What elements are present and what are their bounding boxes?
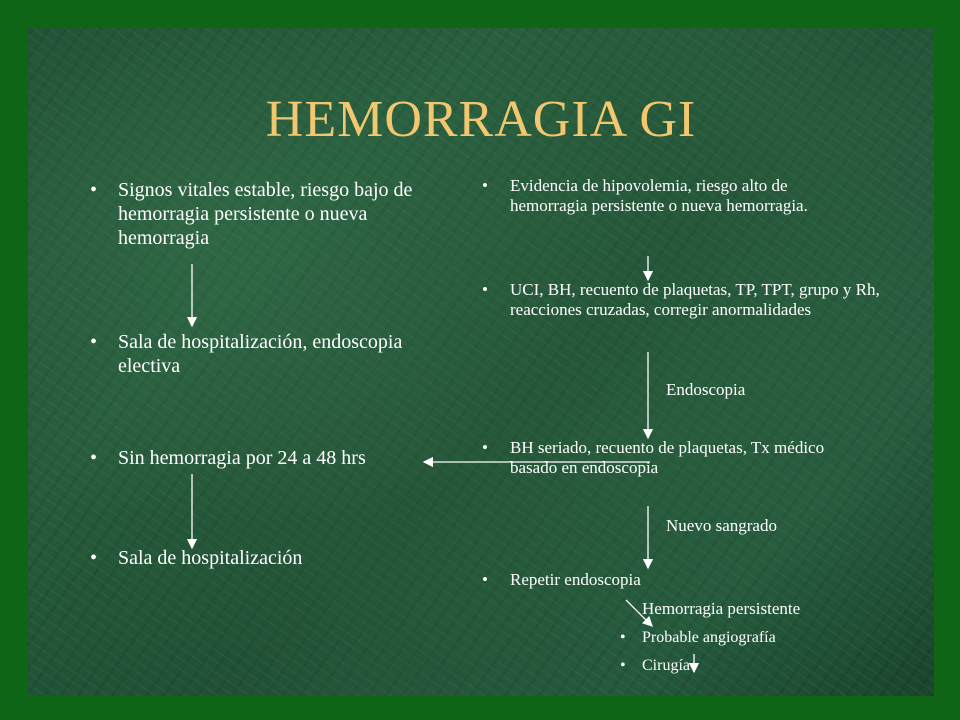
bullet-icon: • bbox=[482, 176, 488, 195]
bullet-icon: • bbox=[620, 629, 626, 646]
flow-arrows bbox=[28, 28, 934, 696]
label-hemorragia-persistente: Hemorragia persistente bbox=[642, 599, 801, 618]
bullet-icon: • bbox=[90, 547, 98, 569]
left-item-1-text: Signos vitales estable, riesgo bajo de hemorragia persistente o nueva hemorragia bbox=[118, 179, 413, 249]
bullet-icon: • bbox=[90, 447, 98, 469]
bullet-icon: • bbox=[620, 657, 626, 674]
label-endoscopia: Endoscopia bbox=[666, 380, 746, 399]
bullet-icon: • bbox=[90, 331, 98, 353]
left-item-2-text: Sala de hospitalización, endoscopia electiva bbox=[118, 331, 403, 377]
left-item-4-text: Sala de hospitalización bbox=[118, 547, 303, 569]
slide-panel bbox=[28, 28, 934, 696]
slide-title: HEMORRAGIA GI bbox=[265, 91, 697, 148]
right-item-1-text: Evidencia de hipovolemia, riesgo alto de hemorragia persistente o nueva hemorragia. bbox=[510, 176, 808, 216]
bullet-icon: • bbox=[482, 280, 488, 299]
left-item-3-text: Sin hemorragia por 24 a 48 hrs bbox=[118, 447, 366, 469]
sub-item-2-text: Cirugía bbox=[642, 657, 690, 674]
sub-item-1-text: Probable angiografía bbox=[642, 629, 776, 646]
right-item-4-text: Repetir endoscopia bbox=[510, 570, 641, 589]
label-nuevo-sangrado: Nuevo sangrado bbox=[666, 516, 777, 535]
bullet-icon: • bbox=[90, 179, 98, 201]
bullet-icon: • bbox=[482, 570, 488, 589]
right-item-3-text: BH seriado, recuento de plaquetas, Tx médico basado en endoscopia bbox=[510, 438, 825, 478]
arrow-right-4 bbox=[626, 600, 652, 626]
bullet-icon: • bbox=[482, 438, 488, 457]
right-item-2-text: UCI, BH, recuento de plaquetas, TP, TPT, grupo y Rh, reacciones cruzadas, corregir anormalidades bbox=[510, 280, 880, 320]
